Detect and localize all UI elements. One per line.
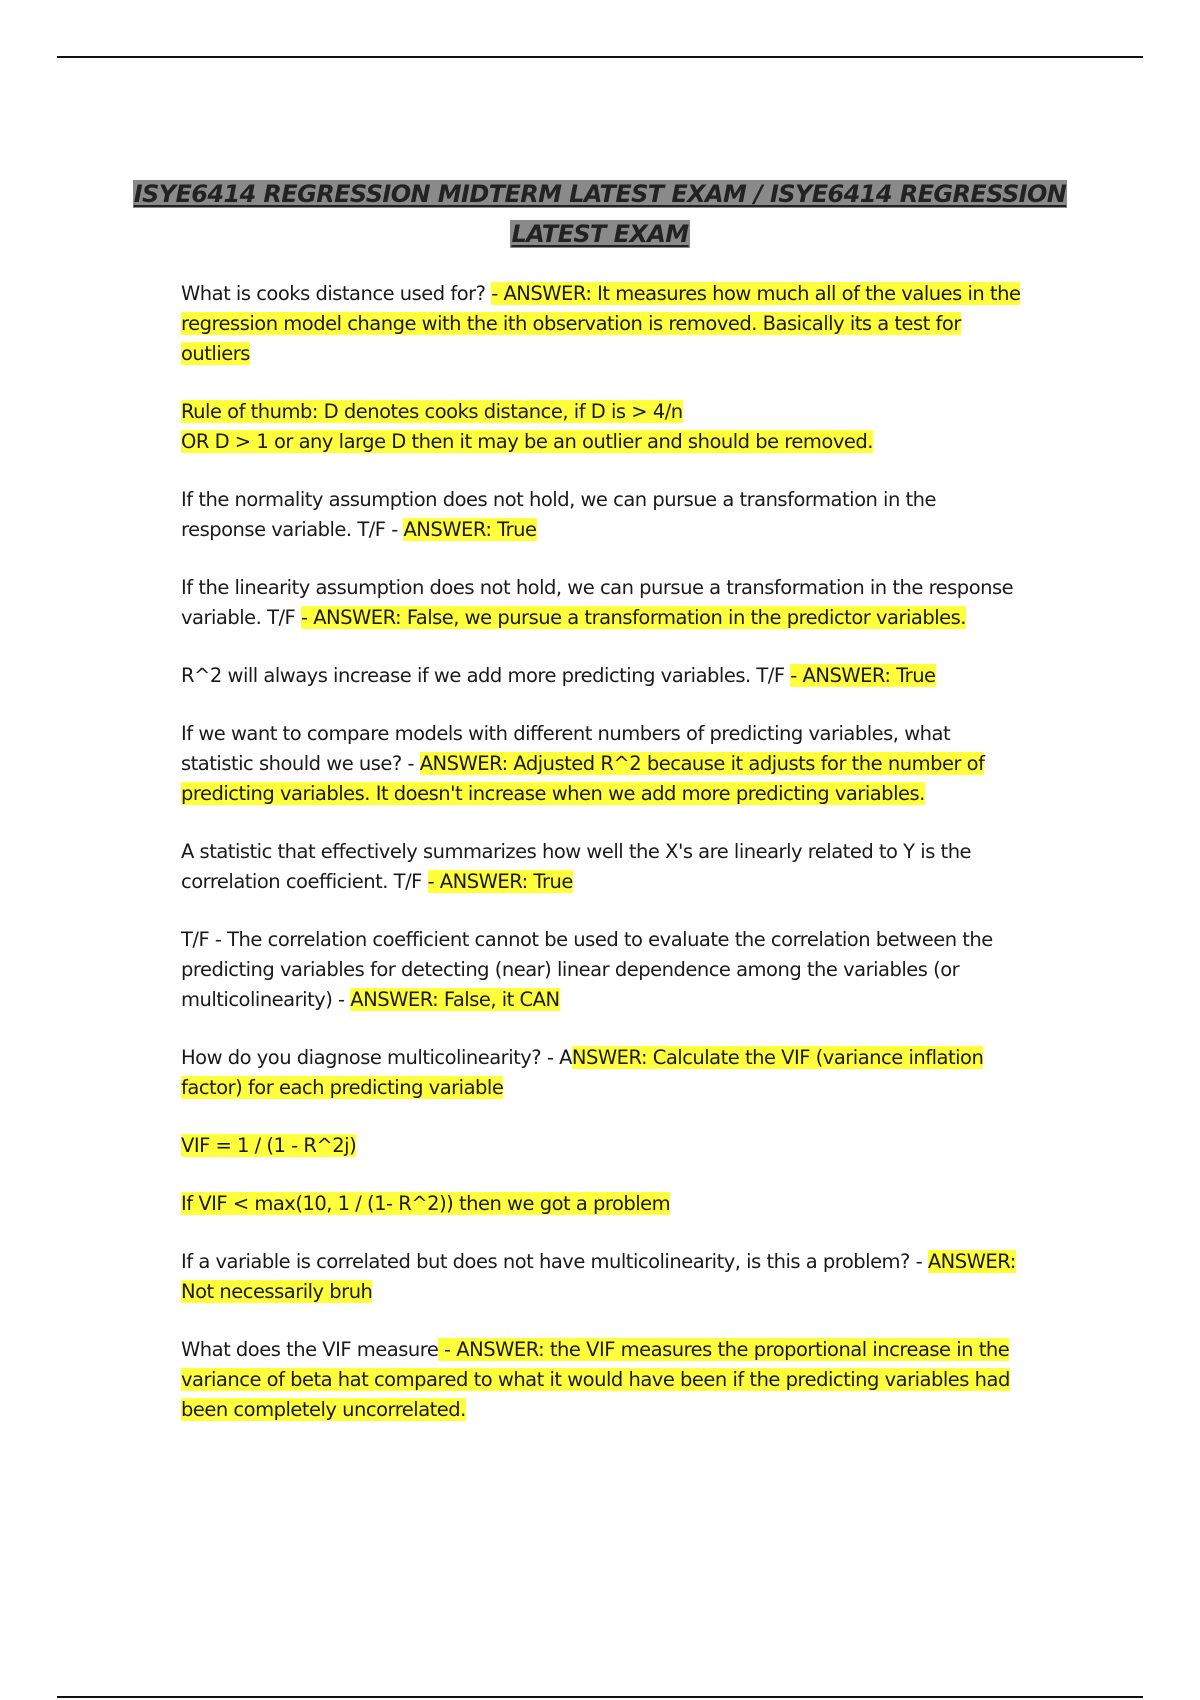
answer-text: ANSWER: False, it CAN <box>350 988 560 1011</box>
question-text: If we want to compare models with different numbers of predicting variables, what statistic should we use? - <box>181 722 951 775</box>
question-text: What is cooks distance used for? <box>181 282 492 305</box>
qa-item-normality <box>181 485 1021 545</box>
answer-text: - ANSWER: the VIF measures the proportional increase in the variance of beta hat compared to what it would have been if the predicting variables had been completely uncorrelated. <box>181 1338 1010 1421</box>
vif-threshold <box>181 1189 1021 1219</box>
question-text: T/F - The correlation coefficient cannot be used to evaluate the correlation between the predicting variables for detecting (near) linear dependence among the variables (or multicolinearity) - <box>181 928 993 1011</box>
answer-text: ANSWER: Adjusted R^2 because it adjusts for the number of predicting variables. It doesn't increase when we add more predicting variables. <box>181 752 985 805</box>
answer-text: - ANSWER: It measures how much all of the values in the regression model change with the ith observation is removed. Basically its a test for outliers <box>181 282 1021 365</box>
document-body <box>181 279 1021 1453</box>
answer-text: - ANSWER: True <box>427 870 573 893</box>
rule-of-thumb <box>181 397 1021 457</box>
top-rule <box>57 56 1143 58</box>
question-text: If the normality assumption does not hold, we can pursue a transformation in the response variable. T/F - <box>181 488 937 541</box>
qa-item-r-squared <box>181 661 1021 691</box>
document-title <box>120 174 1080 254</box>
qa-item-vif-measure <box>181 1335 1021 1425</box>
qa-item-cooks-distance <box>181 279 1021 369</box>
question-text: R^2 will always increase if we add more predicting variables. T/F <box>181 664 791 687</box>
qa-item-adjusted-r-squared <box>181 719 1021 809</box>
rule-line-2: OR D > 1 or any large D then it may be an outlier and should be removed. <box>181 430 873 453</box>
question-text: If the linearity assumption does not hold, we can pursue a transformation in the response variable. T/F <box>181 576 1014 629</box>
qa-item-correlation-coefficient <box>181 837 1021 897</box>
qa-item-linearity <box>181 573 1021 633</box>
question-text: If a variable is correlated but does not have multicolinearity, is this a problem? - <box>181 1250 928 1273</box>
document-title-text: ISYE6414 REGRESSION MIDTERM LATEST EXAM / ISYE6414 REGRESSION LATEST EXAM <box>133 180 1067 248</box>
answer-text: NSWER: Calculate the VIF (variance inflation factor) for each predicting variable <box>181 1046 984 1099</box>
qa-item-correlated-variable <box>181 1247 1021 1307</box>
answer-text: ANSWER: Not necessarily bruh <box>181 1250 1016 1303</box>
answer-text: - ANSWER: True <box>790 664 936 687</box>
question-text: A statistic that effectively summarizes how well the X's are linearly related to Y is the correlation coefficient. T/F <box>181 840 972 893</box>
vif-formula <box>181 1131 1021 1161</box>
qa-item-diagnose-multicolinearity <box>181 1043 1021 1103</box>
bottom-rule <box>57 1696 1143 1698</box>
threshold-text: If VIF < max(10, 1 / (1- R^2)) then we got a problem <box>181 1192 671 1215</box>
rule-line-1: Rule of thumb: D denotes cooks distance, if D is > 4/n <box>181 400 683 423</box>
question-text: What does the VIF measure <box>181 1338 439 1361</box>
question-text: How do you diagnose multicolinearity? - A <box>181 1046 572 1069</box>
qa-item-multicolinearity-detection <box>181 925 1021 1015</box>
formula-text: VIF = 1 / (1 - R^2j) <box>181 1134 357 1157</box>
answer-text: ANSWER: True <box>403 518 537 541</box>
answer-text: - ANSWER: False, we pursue a transformation in the predictor variables. <box>300 606 967 629</box>
